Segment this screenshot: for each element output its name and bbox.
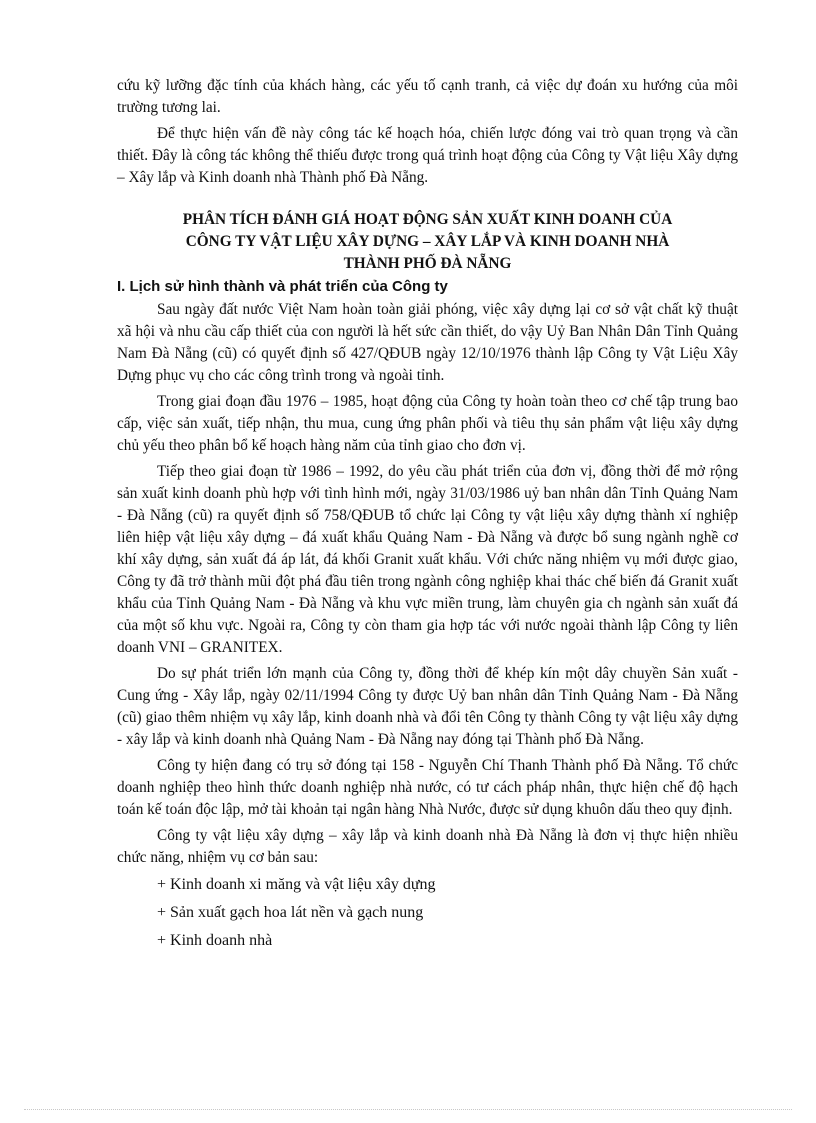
history-paragraph-6: Công ty vật liệu xây dựng – xây lắp và kinh doanh nhà Đà Nẵng là đơn vị thực hiện nhiều chức năng, nhiệm vụ cơ bản sau: bbox=[117, 827, 738, 866]
intro-paragraph-2: Để thực hiện vấn đề này công tác kế hoạch hóa, chiến lược đóng vai trò quan trọng và cần thiết. Đây là công tác không thể thiếu được trong quá trình hoạt động của Công ty Vật liệu Xây dựng – Xây lắp và Kinh doanh nhà Thành phố Đà Nẵng. bbox=[117, 125, 738, 186]
history-paragraph-5: Công ty hiện đang có trụ sở đóng tại 158 - Nguyễn Chí Thanh Thành phố Đà Nẵng. Tổ chức doanh nghiệp theo hình thức doanh nghiệp nhà nước, có tư cách pháp nhân, thực hiện chế độ hạch toán kế toán độc lập, mở tài khoản tại ngân hàng Nhà Nước, được sử dụng khuôn dấu theo quy định. bbox=[117, 757, 738, 818]
history-paragraph-2: Trong giai đoạn đầu 1976 – 1985, hoạt động của Công ty hoàn toàn theo cơ chế tập trung bao cấp, việc sản xuất, tiếp nhận, thu mua, cung ứng phân phối và tiêu thụ sản phẩm vật liệu xây dựng chủ yếu theo phân bổ kế hoạch hàng năm của tỉnh giao cho đơn vị. bbox=[117, 393, 738, 454]
list-item: + Sản xuất gạch hoa lát nền và gạch nung bbox=[157, 904, 424, 921]
history-paragraph-3: Tiếp theo giai đoạn từ 1986 – 1992, do yêu cầu phát triển của đơn vị, đồng thời để mở rộng sản xuất kinh doanh phù hợp với tình hình mới, ngày 31/03/1986 uỷ ban nhân dân Tỉnh Quảng Nam - Đà Nẵng (cũ) ra quyết định số 758/QĐUB tổ chức lại Công ty vật liệu xây dựng thành xí nghiệp liên hiệp vật liệu xây dựng – đá xuất khẩu Quảng Nam - Đà Nẵng và được bổ sung ngành nghề cơ khí xây dựng, sản xuất đá áp lát, đá khối Granit xuất khẩu. Với chức năng nhiệm vụ mới được giao, Công ty đã trở thành mũi đột phá đầu tiên trong ngành công nghiệp khai thác chế biến đá Granit xuất khẩu của Tỉnh Quảng Nam - Đà Nẵng và khu vực miền trung, làm chuyên gia ch ngành sản xuất đá của một số khu vực. Ngoài ra, Công ty còn tham gia hợp tác với nước ngoài thành lập Công ty liên doanh VNI – GRANITEX. bbox=[117, 463, 738, 656]
list-item: + Kinh doanh xi măng và vật liệu xây dựng bbox=[157, 876, 436, 893]
section-title bbox=[117, 209, 738, 275]
section-title-line-1: PHÂN TÍCH ĐÁNH GIÁ HOẠT ĐỘNG SẢN XUẤT KINH DOANH CỦA bbox=[182, 211, 673, 228]
history-paragraph-4: Do sự phát triển lớn mạnh của Công ty, đồng thời để khép kín một dây chuyền Sản xuất - Cung ứng - Xây lắp, ngày 02/11/1994 Công ty được Uỷ ban nhân dân Tỉnh Quảng Nam - Đà Nẵng (cũ) giao thêm nhiệm vụ xây lắp, kinh doanh nhà và đổi tên Công ty thành Công ty vật liệu xây dựng - xây lắp và kinh doanh nhà Quảng Nam - Đà Nẵng nay đóng tại Thành phố Đà Nẵng. bbox=[117, 665, 738, 748]
list-item: + Kinh doanh nhà bbox=[157, 932, 273, 949]
page-bottom-divider bbox=[24, 1109, 792, 1110]
document-page bbox=[117, 75, 738, 953]
section-heading-history: I. Lịch sử hình thành và phát triển của Công ty bbox=[117, 278, 448, 295]
intro-paragraph-1: cứu kỹ lưỡng đặc tính của khách hàng, các yếu tố cạnh tranh, cả việc dự đoán xu hướng của môi trường tương lai. bbox=[117, 77, 738, 116]
history-paragraph-1: Sau ngày đất nước Việt Nam hoàn toàn giải phóng, việc xây dựng lại cơ sở vật chất kỹ thuật xã hội và nhu cầu cấp thiết của con người là hết sức cần thiết, do vậy Uỷ Ban Nhân Dân Tỉnh Quảng Nam Đà Nẵng (cũ) có quyết định số 427/QĐUB ngày 12/10/1976 thành lập Công ty Vật Liệu Xây Dựng phục vụ cho các công trình trong và ngoài tỉnh. bbox=[117, 301, 738, 384]
section-title-line-3: THÀNH PHỐ ĐÀ NẴNG bbox=[343, 255, 512, 272]
section-title-line-2: CÔNG TY VẬT LIỆU XÂY DỰNG – XÂY LẮP VÀ KINH DOANH NHÀ bbox=[185, 233, 670, 250]
